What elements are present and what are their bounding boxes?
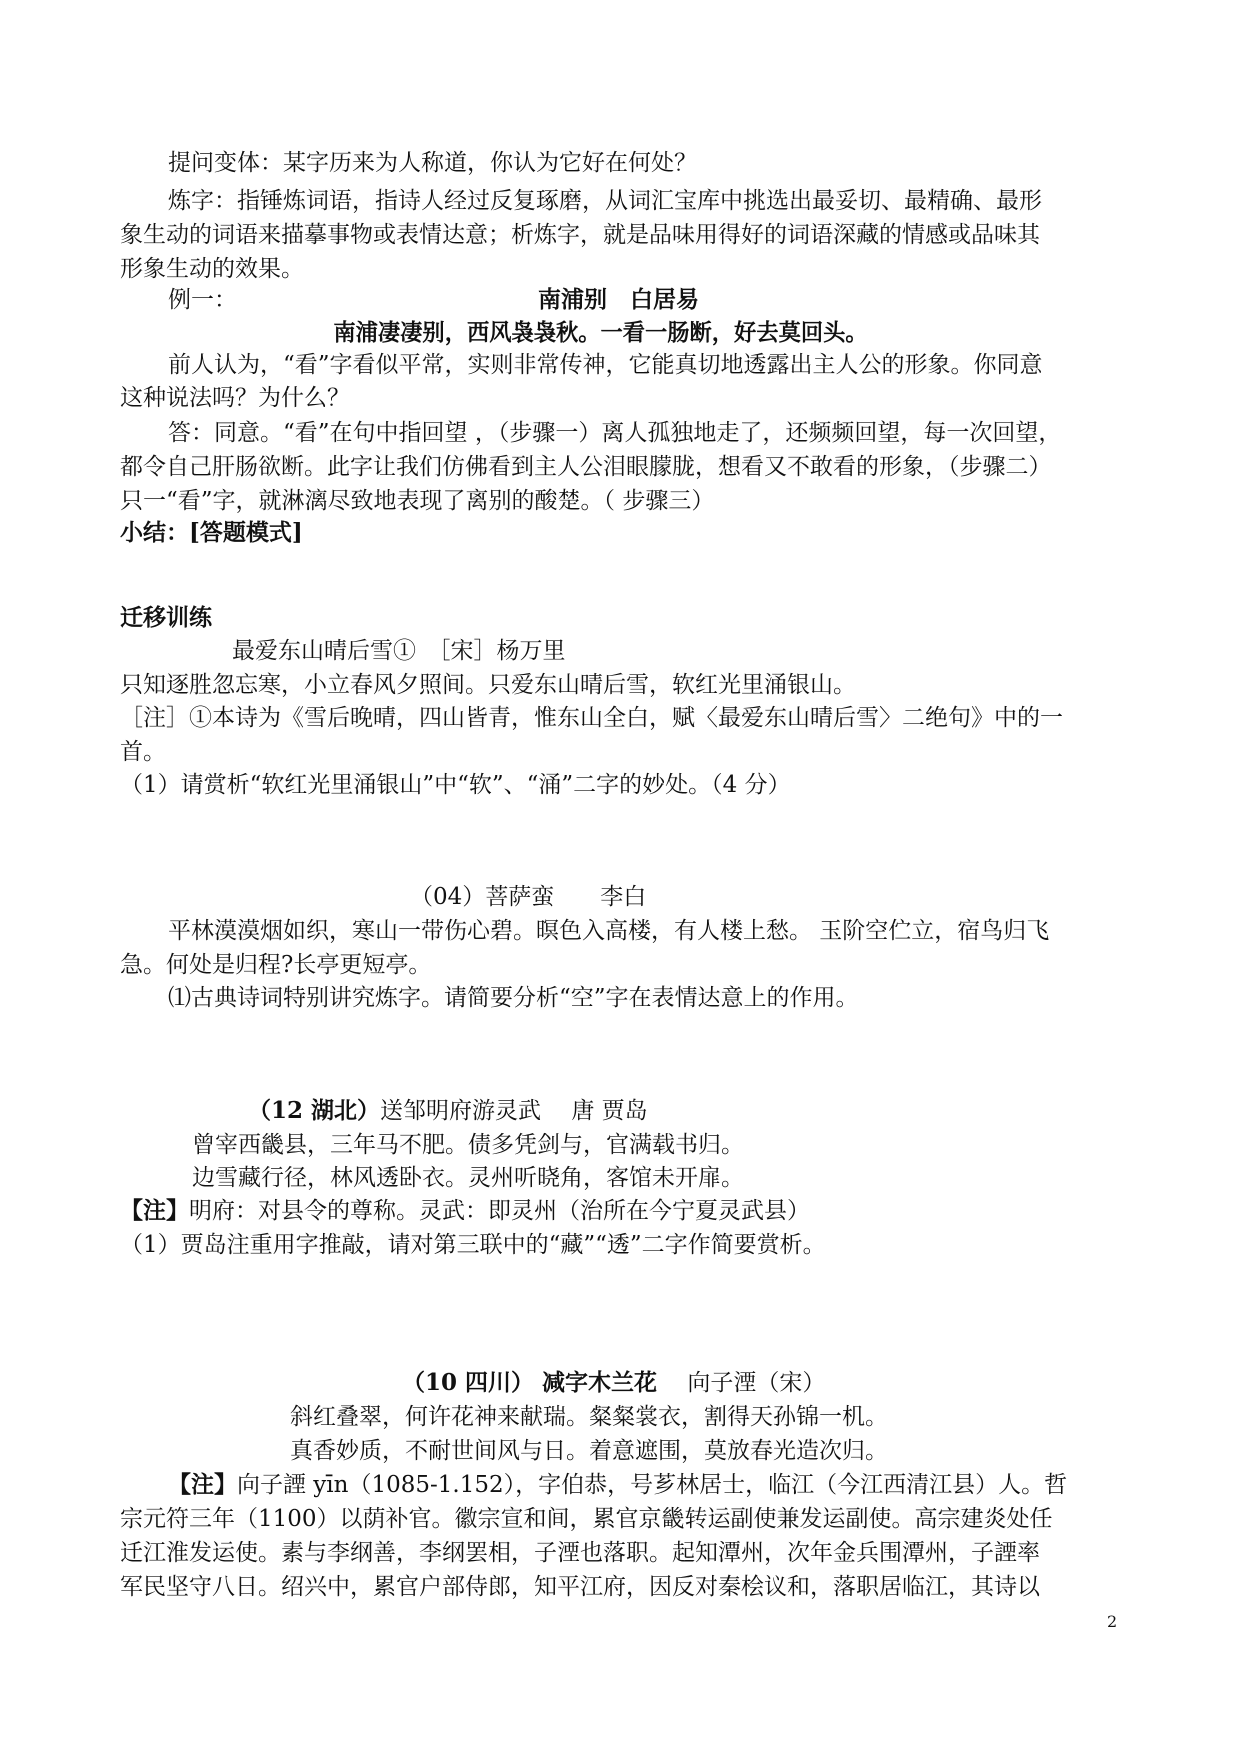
poem-text: 斜红叠翠，何许花神来献瑞。粲粲裳衣，割得天孙锦一机。	[290, 1404, 888, 1430]
poem-title	[402, 1368, 825, 1398]
poem-text: 平林漠漠烟如织，寒山一带伤心碧。暝色入高楼，有人楼上愁。 玉阶空伫立，宿鸟归飞	[168, 918, 1050, 944]
source-label: （10 四川） 减字木兰花	[402, 1369, 658, 1396]
source-label: （12 湖北）	[248, 1097, 381, 1124]
poem-title	[248, 1096, 648, 1126]
text-line: 形象生动的效果。	[120, 256, 304, 282]
note-text: 明府：对县令的尊称。灵武：即灵州（治所在今宁夏灵武县）	[189, 1198, 810, 1224]
poem-title: 最爱东山晴后雪① ［宋］杨万里	[232, 638, 566, 664]
note-line: 宗元符三年（1100）以荫补官。徽宗宣和间，累官京畿转运副使兼发运副使。高宗建炎处任	[120, 1506, 1053, 1532]
answer-line: 都令自己肝肠欲断。此字让我们仿佛看到主人公泪眼朦胧，想看又不敢看的形象，（步骤二）	[120, 454, 1052, 480]
note-line: 军民坚守八日。绍兴中，累官户部侍郎，知平江府，因反对秦桧议和，落职居临江，其诗以	[120, 1574, 1040, 1600]
note-line: 迁江淮发运使。素与李纲善，李纲罢相，子湮也落职。起知潭州，次年金兵围潭州，子諲率	[120, 1540, 1040, 1566]
poem-text: 只知逐胜忽忘寒，小立春风夕照间。只爱东山晴后雪，软红光里涌银山。	[120, 672, 856, 698]
question-line: （1）请赏析“软红光里涌银山”中“软”、“涌”二字的妙处。（4 分）	[120, 772, 791, 798]
poem-title: 南浦别 白居易	[538, 286, 699, 313]
note-text: 向子諲 yīn（1085-1.152），字伯恭，号芗林居士，临江（今江西清江县）人。哲	[237, 1472, 1068, 1498]
note-label: 【注】	[168, 1471, 237, 1498]
section-heading: 迁移训练	[120, 604, 212, 631]
answer-line: 答：同意。“看”在句中指回望 ，（步骤一）离人孤独地走了，还频频回望，每一次回望，	[168, 420, 1062, 446]
poem-text: 曾宰西畿县，三年马不肥。债多凭剑与，官满载书归。	[192, 1132, 744, 1158]
poem-title: （04）菩萨蛮 李白	[410, 884, 647, 910]
text-line: 象生动的词语来描摹事物或表情达意；析炼字，就是品味用得好的词语深藏的情感或品味其	[120, 222, 1040, 248]
title-author: 向子湮（宋）	[657, 1370, 826, 1396]
poem-text: 急。何处是归程?长亭更短亭。	[120, 952, 432, 978]
note-line	[168, 1470, 1067, 1500]
text-line: 提问变体：某字历来为人称道，你认为它好在何处？	[168, 150, 697, 176]
text-line: 前人认为，“看”字看似平常，实则非常传神，它能真切地透露出主人公的形象。你同意	[168, 352, 1043, 378]
answer-line: 只一“看”字，就淋漓尽致地表现了离别的酸楚。（ 步骤三）	[120, 488, 715, 514]
page-number: 2	[1107, 1612, 1118, 1631]
note-line: 首。	[120, 739, 166, 765]
poem-text: 边雪藏行径，林风透卧衣。灵州听晓角，客馆未开扉。	[192, 1165, 744, 1191]
note-line: ［注］①本诗为《雪后晚晴，四山皆青，惟东山全白，赋〈最爱东山晴后雪〉二绝句》中的一	[120, 705, 1063, 731]
poem-text: 真香妙质，不耐世间风与日。着意遮围，莫放春光造次归。	[290, 1438, 888, 1464]
question-line: ⑴古典诗词特别讲究炼字。请简要分析“空”字在表情达意上的作用。	[168, 985, 859, 1011]
text-line: 这种说法吗？为什么？	[120, 385, 350, 411]
note-line	[120, 1196, 810, 1226]
summary-heading: 小结：[答题模式]	[120, 519, 303, 546]
note-label: 【注】	[120, 1197, 189, 1224]
text-line: 例一：	[168, 287, 237, 313]
poem-text: 南浦凄凄别，西风袅袅秋。一看一肠断，好去莫回头。	[333, 319, 868, 346]
title-text: 送邹明府游灵武 唐 贾岛	[380, 1098, 648, 1124]
question-line: （1）贾岛注重用字推敲，请对第三联中的“藏”“透”二字作简要赏析。	[120, 1232, 826, 1258]
text-line: 炼字：指锤炼词语，指诗人经过反复琢磨，从词汇宝库中挑选出最妥切、最精确、最形	[168, 188, 1042, 214]
